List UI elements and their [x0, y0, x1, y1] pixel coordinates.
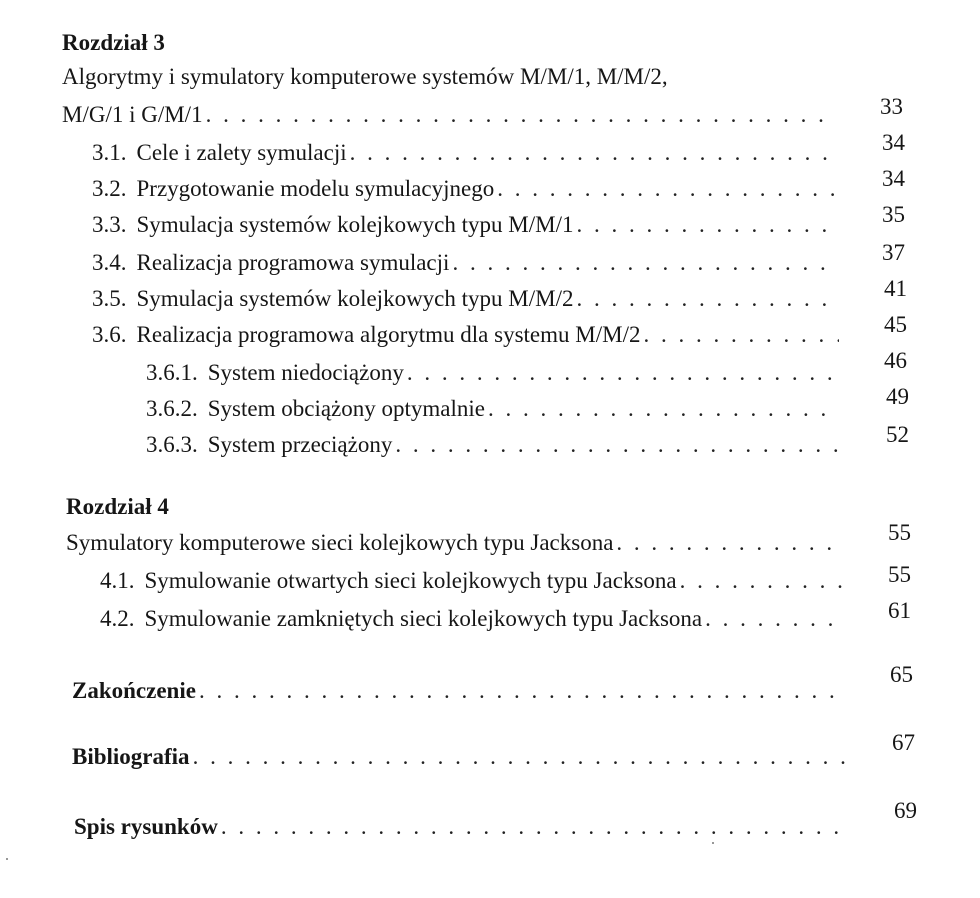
- scan-speck: [712, 842, 714, 844]
- leader-dots: [206, 102, 837, 128]
- toc-entry-3-6-1: [146, 360, 842, 386]
- toc-entry-page-number: 41: [884, 276, 907, 301]
- leader-dots: [488, 396, 839, 422]
- leader-dots: [193, 744, 847, 770]
- toc-entry-page-number: 55: [888, 562, 911, 587]
- toc-entry-3-4: [92, 250, 838, 276]
- leader-dots: [705, 606, 843, 632]
- chapter-3-heading: Rozdział 3: [62, 30, 165, 55]
- toc-entry-3-1: [92, 140, 838, 166]
- chapter-3-title-continuation: M/G/1 i G/M/1: [62, 102, 203, 127]
- leader-dots: [221, 814, 845, 840]
- toc-section-zakonczenie: [72, 678, 848, 704]
- chapter-4-heading: Rozdział 4: [66, 494, 169, 519]
- toc-entry-3-6-2: [146, 396, 842, 422]
- toc-entry-page-number: 52: [886, 422, 909, 447]
- toc-entry-title: System niedociążony: [207, 360, 404, 385]
- toc-entry-number: 3.4.: [92, 250, 127, 275]
- chapter-4-title: Symulatory komputerowe sieci kolejkowych typu Jacksona: [66, 530, 614, 555]
- leader-dots: [497, 176, 835, 202]
- toc-entry-title: Symulowanie zamkniętych sieci kolejkowych typu Jacksona: [144, 606, 703, 631]
- toc-entry-4-2: [100, 606, 846, 632]
- toc-entry-number: 3.2.: [92, 176, 127, 201]
- chapter-4-page-number: 55: [888, 520, 911, 545]
- leader-dots: [576, 286, 837, 312]
- toc-entry-number: 3.3.: [92, 212, 127, 237]
- toc-entry-3-6-3: [146, 432, 844, 458]
- leader-dots: [395, 432, 841, 458]
- toc-entry-page-number: 34: [882, 166, 905, 191]
- toc-entry-title: Przygotowanie modelu symulacyjnego: [136, 176, 495, 201]
- chapter-4-title-line: [66, 530, 844, 556]
- toc-section-page-number: 65: [890, 662, 913, 687]
- toc-entry-number: 3.1.: [92, 140, 127, 165]
- toc-entry-title: System przeciążony: [207, 432, 393, 457]
- toc-entry-page-number: 34: [882, 130, 905, 155]
- leader-dots: [616, 530, 841, 556]
- toc-section-page-number: 69: [894, 798, 917, 823]
- leader-dots: [199, 678, 845, 704]
- leader-dots: [643, 322, 839, 348]
- toc-entry-page-number: 49: [886, 384, 909, 409]
- leader-dots: [680, 568, 843, 594]
- toc-entry-title: Realizacja programowa algorytmu dla systemu M/M/2: [136, 322, 641, 347]
- toc-section-page-number: 67: [892, 730, 915, 755]
- toc-entry-title: Cele i zalety symulacji: [136, 140, 347, 165]
- toc-section-spis-rysunkow: [74, 814, 848, 840]
- leader-dots: [576, 212, 835, 238]
- toc-entry-3-2: [92, 176, 838, 202]
- toc-entry-4-1: [100, 568, 846, 594]
- toc-entry-number: 3.6.2.: [146, 396, 198, 421]
- toc-section-title: Spis rysunków: [74, 814, 218, 839]
- toc-entry-number: 3.6.: [92, 322, 127, 347]
- toc-entry-3-6: [92, 322, 842, 348]
- toc-section-bibliografia: [72, 744, 850, 770]
- toc-entry-3-3: [92, 212, 838, 238]
- toc-entry-3-5: [92, 286, 840, 312]
- toc-section-title: Bibliografia: [72, 744, 190, 769]
- toc-entry-title: Realizacja programowa symulacji: [136, 250, 450, 275]
- chapter-3-title-line-2: [62, 102, 840, 128]
- scan-speck: [6, 858, 8, 860]
- toc-entry-title: Symulacja systemów kolejkowych typu M/M/1: [136, 212, 574, 237]
- toc-entry-page-number: 61: [888, 598, 911, 623]
- toc-entry-page-number: 46: [884, 348, 907, 373]
- toc-entry-page-number: 37: [882, 240, 905, 265]
- toc-entry-number: 3.6.3.: [146, 432, 198, 457]
- toc-entry-page-number: 45: [884, 312, 907, 337]
- toc-entry-number: 4.1.: [100, 568, 135, 593]
- toc-entry-title: Symulacja systemów kolejkowych typu M/M/2: [136, 286, 574, 311]
- toc-entry-title: System obciążony optymalnie: [207, 396, 485, 421]
- toc-entry-title: Symulowanie otwartych sieci kolejkowych typu Jacksona: [144, 568, 677, 593]
- toc-section-title: Zakończenie: [72, 678, 196, 703]
- toc-entry-number: 3.5.: [92, 286, 127, 311]
- leader-dots: [452, 250, 835, 276]
- leader-dots: [350, 140, 835, 166]
- toc-entry-page-number: 35: [882, 202, 905, 227]
- toc-entry-number: 3.6.1.: [146, 360, 198, 385]
- leader-dots: [407, 360, 839, 386]
- toc-entry-number: 4.2.: [100, 606, 135, 631]
- chapter-3-title-line-1: Algorytmy i symulatory komputerowe systemów M/M/1, M/M/2,: [62, 64, 668, 89]
- chapter-3-page-number: 33: [880, 94, 903, 119]
